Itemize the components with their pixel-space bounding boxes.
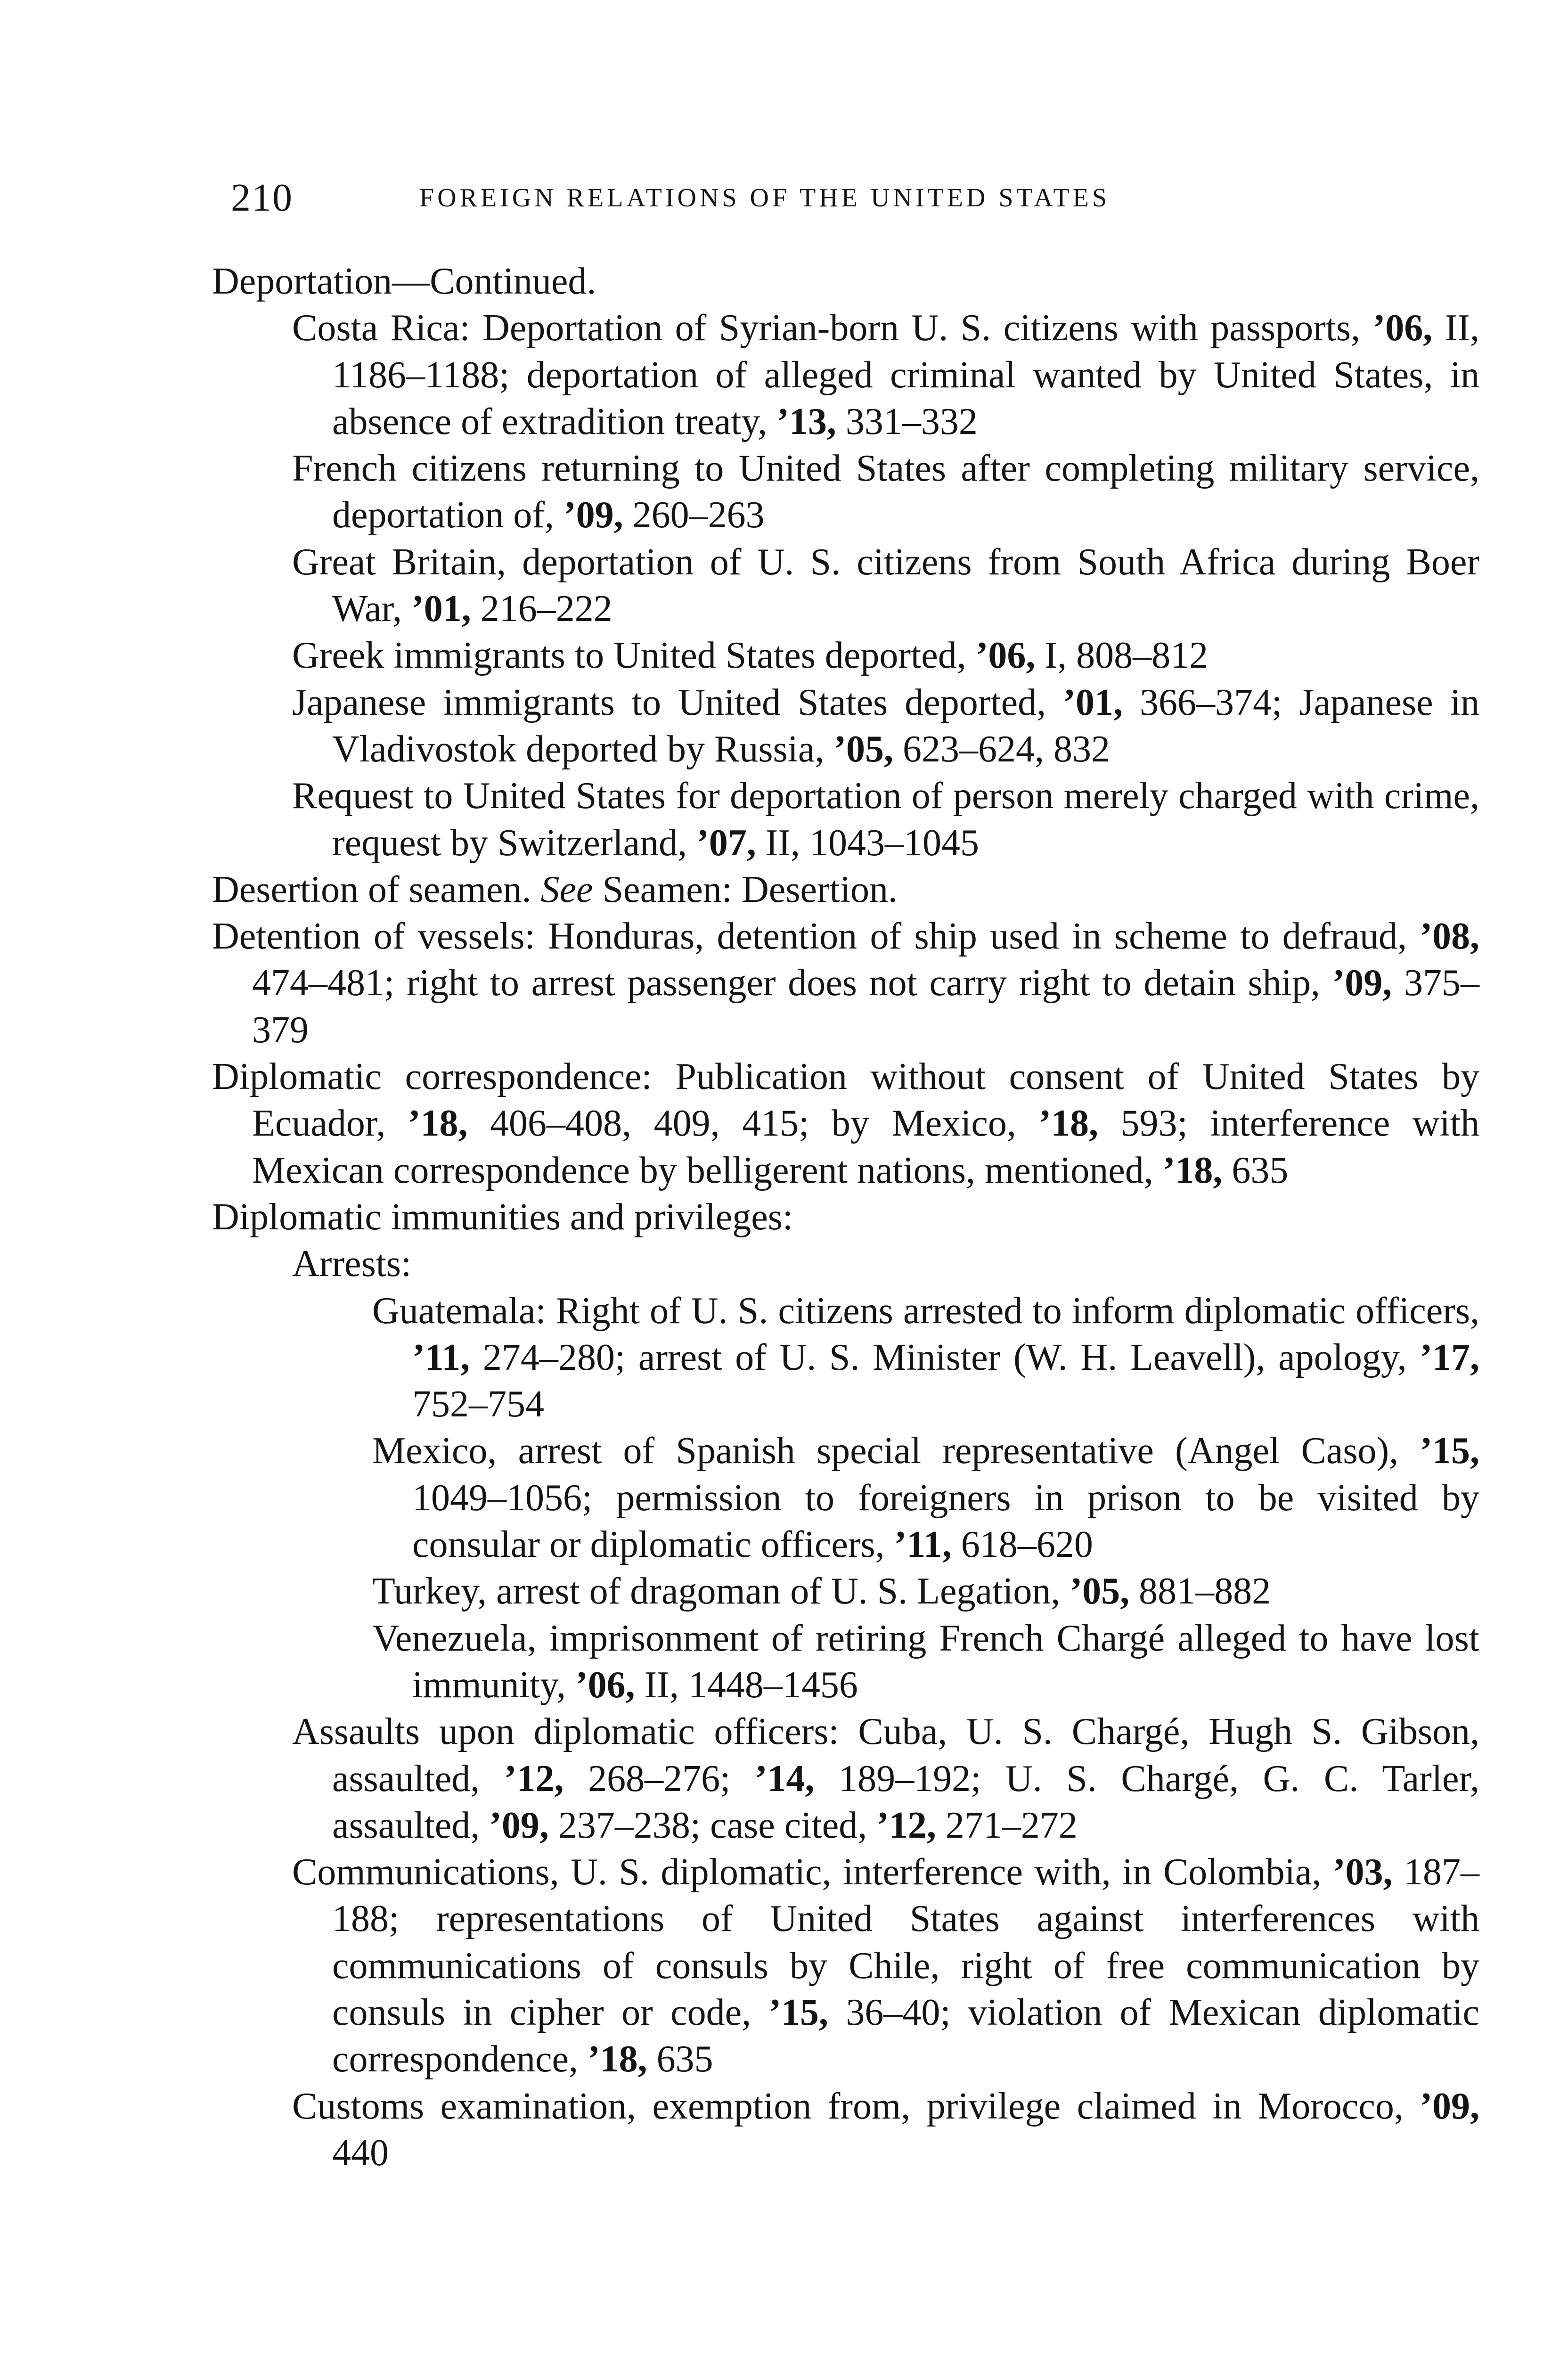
index-entry-level-0 <box>212 867 1479 913</box>
entry-text: Mexico, arrest of Spanish special representative (Angel Caso), <box>372 1430 1420 1472</box>
year-reference: ’06, <box>575 1664 635 1706</box>
year-reference: ’07, <box>696 822 756 864</box>
entry-text: Diplomatic immunities and privileges: <box>212 1196 793 1238</box>
entry-text: 635 <box>647 2038 713 2080</box>
entry-text: 474–481; right to arrest passenger does not carry right to detain ship, <box>252 962 1332 1004</box>
year-reference: ’18, <box>587 2038 647 2080</box>
entry-text: Customs examination, exemption from, privilege claimed in Morocco, <box>292 2085 1420 2127</box>
year-reference: ’01, <box>411 588 471 630</box>
entry-text: Assaults upon diplomatic officers: Cuba, U. S. Chargé, Hugh S. Gibson, assaulted, <box>292 1711 1479 1800</box>
entry-text: II, 1186–1188; deportation of alleged criminal wanted by United States, in absence of extradition treaty, <box>332 307 1480 442</box>
entry-text: Communications, U. S. diplomatic, interference with, in Colombia, <box>292 1851 1333 1893</box>
year-reference: ’03, <box>1332 1851 1393 1893</box>
year-reference: ’08, <box>1420 916 1479 957</box>
entry-text: II, 1448–1456 <box>635 1664 858 1706</box>
entry-text: Request to United States for deportation of person merely charged with crime, request by Switzerland, <box>292 775 1479 864</box>
entry-text: 406–408, 409, 415; by Mexico, <box>467 1103 1039 1145</box>
index-entry-level-0 <box>212 1054 1479 1194</box>
entry-text: Greek immigrants to United States deported, <box>292 635 976 677</box>
running-head: FOREIGN RELATIONS OF THE UNITED STATES <box>419 183 1111 213</box>
year-reference: ’05, <box>1070 1571 1130 1612</box>
page-number: 210 <box>231 176 293 220</box>
see-reference: See <box>540 868 593 910</box>
entry-text: I, 808–812 <box>1035 635 1209 677</box>
index-entry-level-1 <box>212 632 1479 679</box>
year-reference: ’01, <box>1063 681 1123 723</box>
year-reference: ’09, <box>1420 2085 1479 2127</box>
entry-text: 237–238; case cited, <box>548 1804 877 1846</box>
index-entry-level-2 <box>212 1568 1479 1615</box>
entry-text: Guatemala: Right of U. S. citizens arrested to inform diplomatic officers, <box>372 1290 1479 1332</box>
entry-text: 36–40; violation of Mexican diplomatic correspondence, <box>332 1991 1479 2080</box>
year-reference: ’11, <box>412 1336 470 1378</box>
entry-text: 366–374; Japanese in Vladivostok deported by Russia, <box>332 681 1480 770</box>
index-entry-level-1 <box>212 539 1479 633</box>
index-entry-level-2 <box>212 1288 1479 1428</box>
year-reference: ’06, <box>975 635 1036 677</box>
year-reference: ’05, <box>833 728 893 770</box>
year-reference: ’12, <box>504 1758 564 1800</box>
entry-text: 375–379 <box>252 962 1480 1051</box>
entry-text: French citizens returning to United States after completing military service, deportation of, <box>292 448 1479 536</box>
index-entry-level-0 <box>212 913 1479 1054</box>
index-entry-level-1 <box>212 1709 1479 1849</box>
entry-text: Desertion of seamen. <box>212 868 541 910</box>
entry-text: 752–754 <box>412 1383 544 1425</box>
year-reference: ’18, <box>408 1103 468 1145</box>
entry-text: 635 <box>1222 1149 1289 1191</box>
entry-text: Detention of vessels: Honduras, detention of ship used in scheme to defraud, <box>212 916 1420 957</box>
entry-text: Venezuela, imprisonment of retiring French Chargé alleged to have lost immunity, <box>372 1617 1479 1706</box>
index-entry-level-1 <box>212 1241 1479 1287</box>
entry-text: 331–332 <box>836 401 978 442</box>
entry-text: II, 1043–1045 <box>756 822 980 864</box>
entry-text: Costa Rica: Deportation of Syrian-born U. S. citizens with passports, <box>292 307 1373 349</box>
entry-text: 618–620 <box>951 1524 1093 1566</box>
entry-text: Great Britain, deportation of U. S. citizens from South Africa during Boer War, <box>292 541 1479 630</box>
year-reference: ’17, <box>1420 1336 1479 1378</box>
entry-text: 593; interference with Mexican correspondence by belligerent nations, mentioned, <box>252 1103 1480 1191</box>
index-entry-level-1 <box>212 773 1479 867</box>
index-entry-level-0 <box>212 258 1479 305</box>
index-entry-level-1 <box>212 305 1479 445</box>
entry-text: 271–272 <box>936 1804 1078 1846</box>
entry-text: Deportation—Continued. <box>212 261 596 302</box>
entry-text: 189–192; U. S. Chargé, G. C. Tarler, assaulted, <box>332 1758 1479 1846</box>
index-entry-level-2 <box>212 1428 1479 1568</box>
index-entry-level-1 <box>212 445 1479 539</box>
year-reference: ’06, <box>1372 307 1433 349</box>
year-reference: ’18, <box>1038 1103 1099 1145</box>
entry-text: Turkey, arrest of dragoman of U. S. Legation, <box>372 1571 1070 1612</box>
entry-text: 260–263 <box>623 494 765 536</box>
index-entry-level-1 <box>212 679 1479 773</box>
entry-text: 274–280; arrest of U. S. Minister (W. H. Leavell), apology, <box>470 1336 1420 1378</box>
entry-text: Diplomatic correspondence: Publication without consent of United States by Ecuador, <box>212 1056 1479 1145</box>
year-reference: ’18, <box>1162 1149 1223 1191</box>
index-entry-level-1 <box>212 1849 1479 2083</box>
entry-text: 268–276; <box>564 1758 755 1800</box>
year-reference: ’09, <box>1332 962 1392 1004</box>
entry-text: 881–882 <box>1129 1571 1271 1612</box>
year-reference: ’14, <box>754 1758 815 1800</box>
entry-text: Seamen: Desertion. <box>593 868 898 910</box>
entry-text: Arrests: <box>292 1243 412 1285</box>
index-entry-level-2 <box>212 1615 1479 1709</box>
index-entry-level-1 <box>212 2083 1479 2177</box>
index-entry-level-0 <box>212 1194 1479 1241</box>
entry-text: 187–188; representations of United States against interferences with communications of consuls by Chile, right of free communication by consuls in cipher or code, <box>332 1851 1480 2033</box>
index-body <box>212 258 1479 2176</box>
year-reference: ’15, <box>1420 1430 1479 1472</box>
year-reference: ’15, <box>768 1991 829 2033</box>
entry-text: 1049–1056; permission to foreigners in prison to be visited by consular or diplomatic officers, <box>412 1477 1479 1566</box>
year-reference: ’09, <box>489 1804 549 1846</box>
year-reference: ’12, <box>876 1804 936 1846</box>
entry-text: 216–222 <box>471 588 612 630</box>
entry-text: 623–624, 832 <box>893 728 1110 770</box>
entry-text: Japanese immigrants to United States deported, <box>292 681 1063 723</box>
year-reference: ’11, <box>894 1524 952 1566</box>
year-reference: ’09, <box>563 494 623 536</box>
entry-text: 440 <box>332 2132 389 2174</box>
page-header <box>231 172 1475 224</box>
year-reference: ’13, <box>776 401 836 442</box>
